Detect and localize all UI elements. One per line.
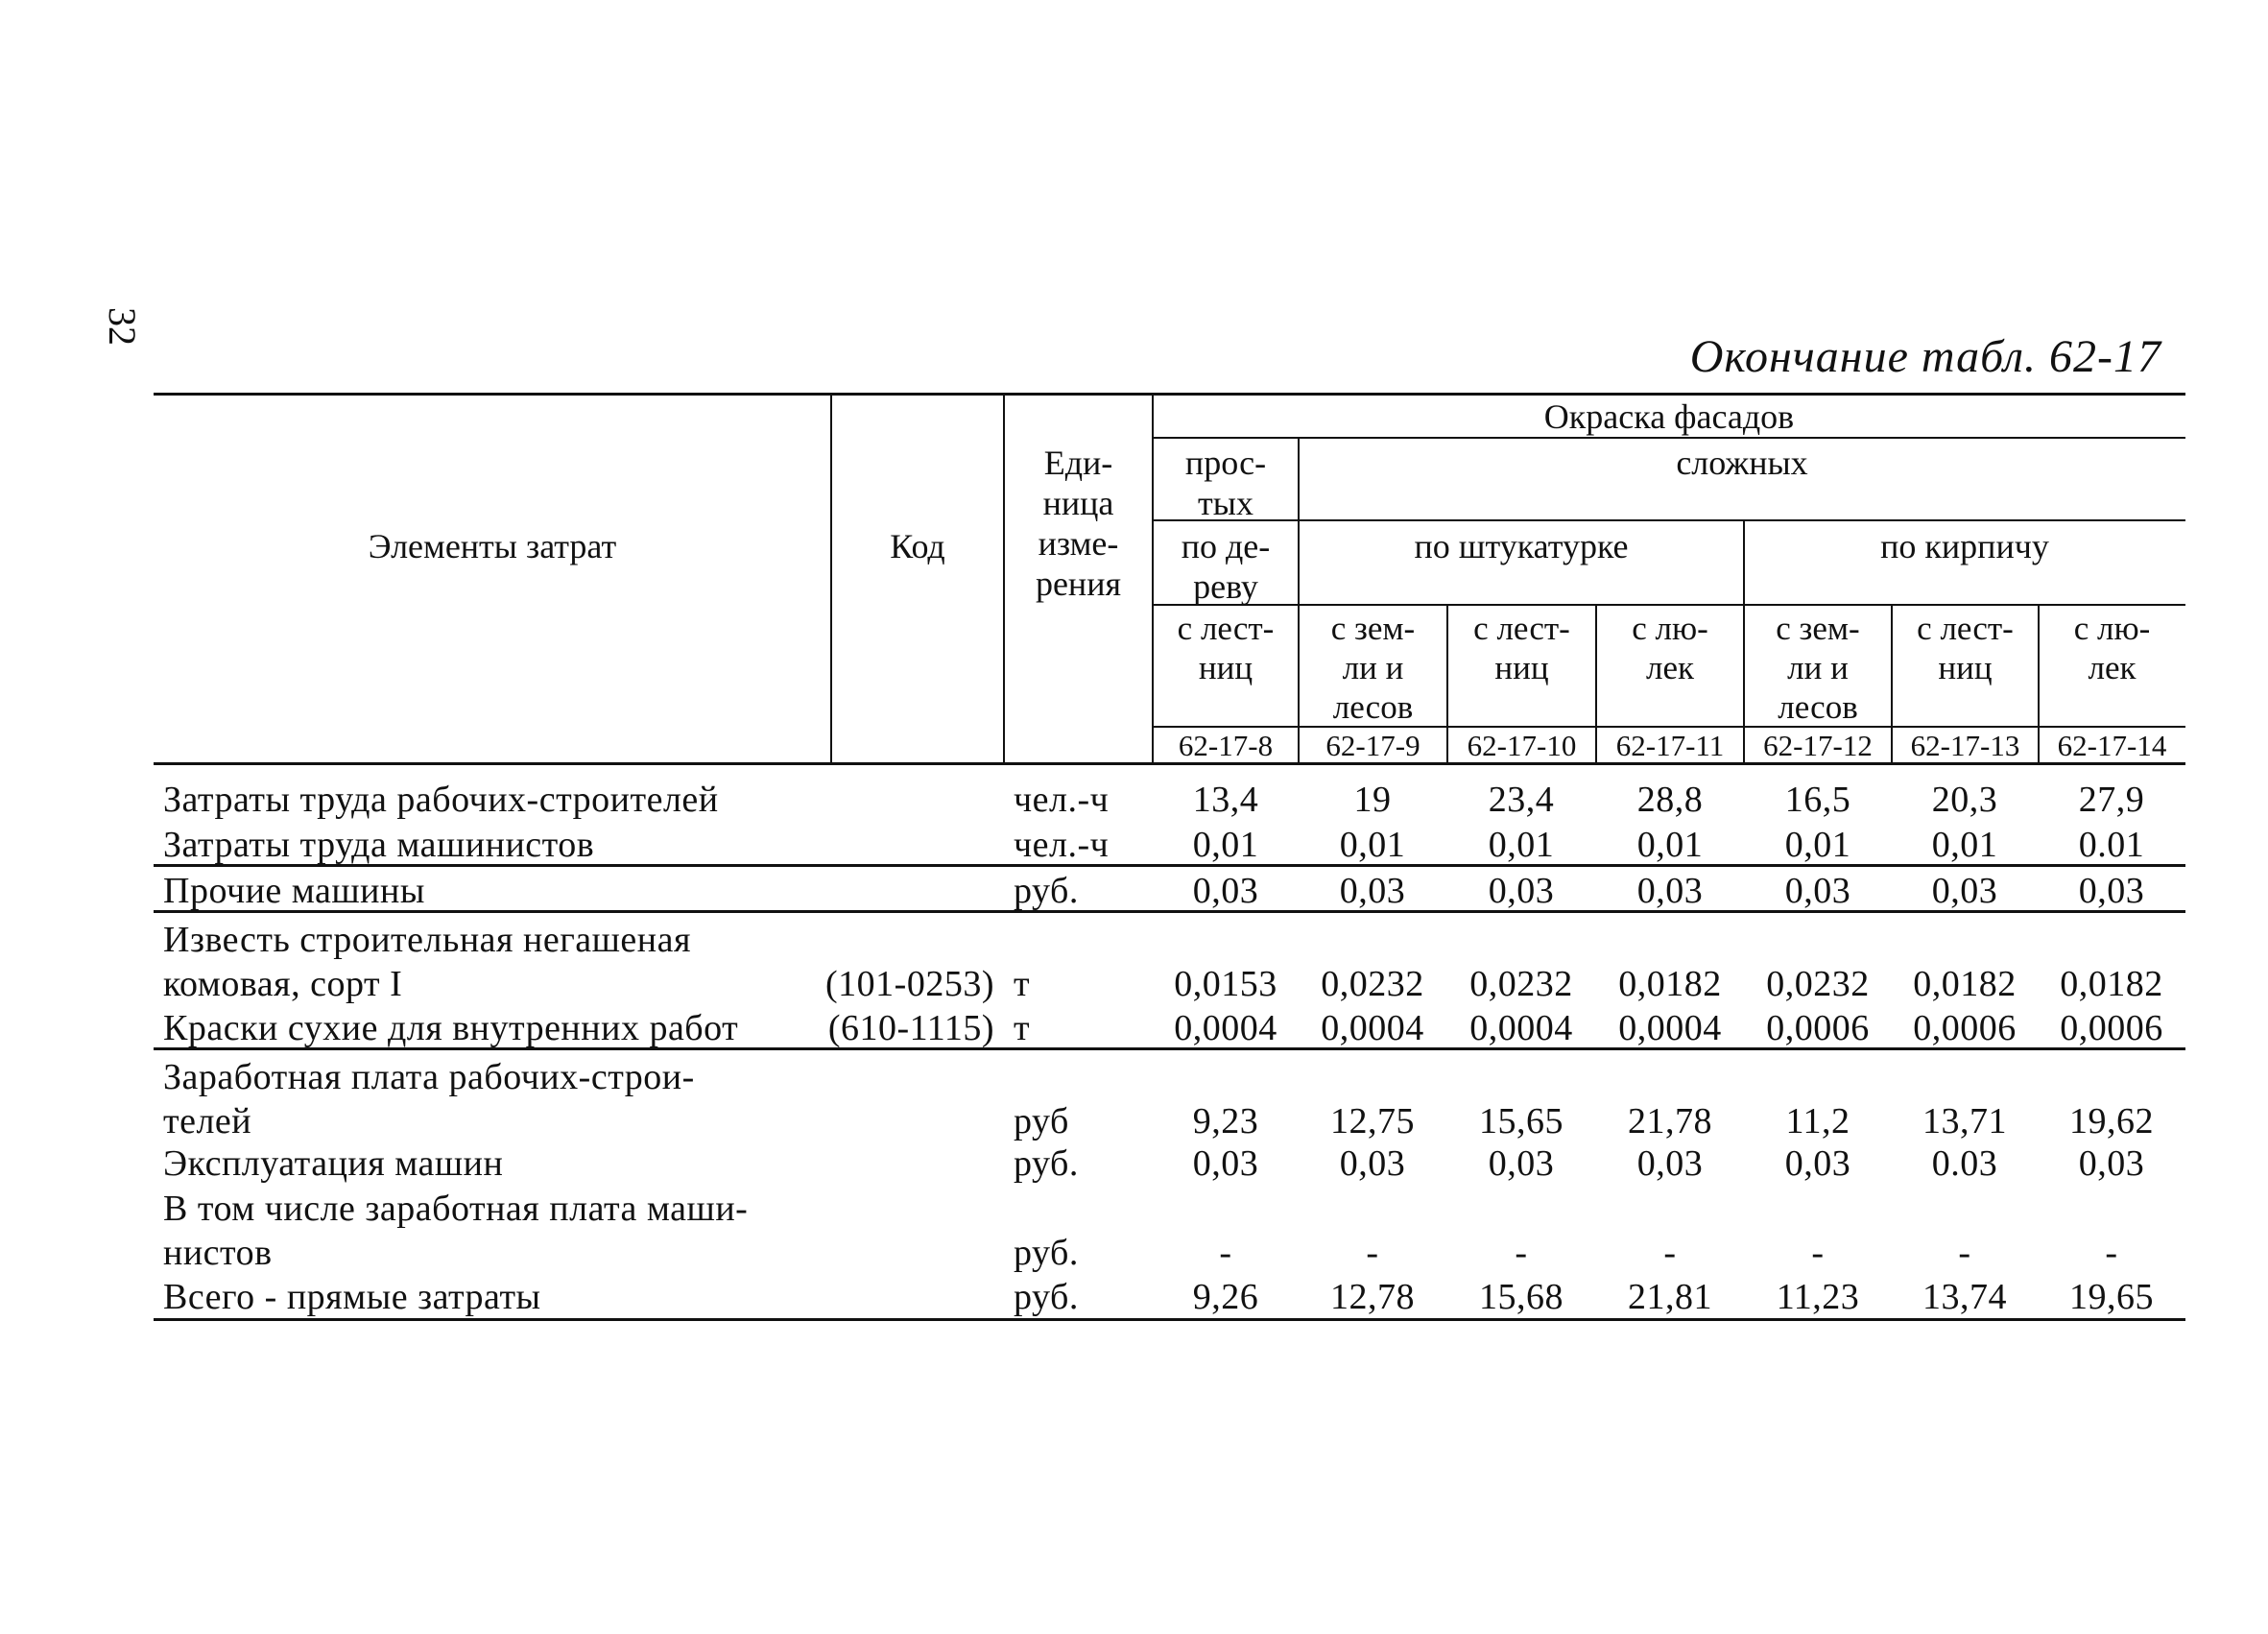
- column-code: 62-17-13: [1910, 729, 2020, 762]
- row-code: (610-1115): [827, 1008, 994, 1048]
- header-sub: с лест- ниц: [1473, 610, 1570, 686]
- table-row: [0, 1275, 2268, 1319]
- column-code: 62-17-10: [1467, 729, 1577, 762]
- table-row: [0, 1006, 2268, 1050]
- row-label: Всего - прямые затраты: [163, 1277, 541, 1317]
- row-unit: руб.: [1014, 1143, 1079, 1184]
- row-value: 13,4: [1192, 780, 1259, 820]
- row-label: Затраты труда машинистов: [163, 825, 595, 865]
- row-code: (101-0253): [825, 964, 994, 1004]
- row-value: 0,03: [1636, 871, 1704, 911]
- row-value: 21,78: [1628, 1101, 1712, 1141]
- row-value: 0,01: [1636, 825, 1704, 865]
- row-value: -: [1219, 1233, 1232, 1273]
- row-unit: т: [1014, 964, 1031, 1004]
- row-value: 0,0006: [1766, 1008, 1870, 1048]
- row-value: 0,03: [2078, 871, 2145, 911]
- row-value: 0,03: [2078, 1143, 2145, 1184]
- header-sub: с лест- ниц: [1917, 610, 2014, 686]
- header-group: Окраска фасадов: [1543, 397, 1795, 436]
- row-value: 23,4: [1488, 780, 1555, 820]
- column-code: 62-17-9: [1325, 729, 1420, 762]
- header-sub: с лю- лек: [2073, 610, 2151, 686]
- table-row: [0, 918, 2268, 1006]
- row-value: -: [1663, 1233, 1677, 1273]
- header-sub: с лест- ниц: [1177, 610, 1275, 686]
- table-row: [0, 869, 2268, 913]
- row-value: 0,0004: [1321, 1008, 1424, 1048]
- row-value: 13,71: [1922, 1101, 2007, 1141]
- row-label: Известь строительная негашеная комовая, сорт I: [163, 920, 691, 1004]
- row-value: 0,0182: [2060, 964, 2163, 1004]
- row-value: 0,01: [1192, 825, 1259, 865]
- table-row: [0, 778, 2268, 822]
- page-number: 32: [101, 307, 144, 346]
- row-value: 0,0153: [1174, 964, 1277, 1004]
- row-unit: руб: [1014, 1101, 1069, 1141]
- row-value: 0,0232: [1469, 964, 1573, 1004]
- row-label: Затраты труда рабочих-строителей: [163, 780, 719, 820]
- row-value: 0,03: [1488, 1143, 1555, 1184]
- row-label: В том числе заработная плата маши- нистов: [163, 1189, 749, 1273]
- row-value: 12,75: [1330, 1101, 1415, 1141]
- table-row: [0, 1141, 2268, 1186]
- table-caption: Окончание табл. 62-17: [1689, 331, 2161, 382]
- column-code: 62-17-14: [2057, 729, 2167, 762]
- row-unit: руб.: [1014, 1277, 1079, 1317]
- row-label: Заработная плата рабочих-строи- телей: [163, 1057, 695, 1141]
- row-value: 19,65: [2069, 1277, 2154, 1317]
- row-value: 0,0004: [1174, 1008, 1277, 1048]
- row-value: 0,0006: [1913, 1008, 2017, 1048]
- row-value: 16,5: [1784, 780, 1851, 820]
- table-row: [0, 1055, 2268, 1143]
- header-sub: с зем- ли и лесов: [1330, 610, 1416, 726]
- row-value: 11,2: [1785, 1101, 1850, 1141]
- row-value: 9,26: [1192, 1277, 1259, 1317]
- row-value: 0,0232: [1321, 964, 1424, 1004]
- header-sub: с лю- лек: [1632, 610, 1708, 686]
- header-brick: по кирпичу: [1880, 527, 2049, 565]
- row-value: 0,03: [1339, 871, 1406, 911]
- row-value: 15,65: [1479, 1101, 1564, 1141]
- row-value: 13,74: [1922, 1277, 2007, 1317]
- header-simple: прос- тых: [1184, 444, 1267, 522]
- row-value: 21,81: [1628, 1277, 1712, 1317]
- row-label: Эксплуатация машин: [163, 1143, 504, 1184]
- row-value: 0,03: [1488, 871, 1555, 911]
- table-row: [0, 1187, 2268, 1275]
- row-unit: чел.-ч: [1014, 825, 1110, 865]
- column-code: 62-17-12: [1763, 729, 1873, 762]
- row-value: 0,01: [1784, 825, 1851, 865]
- row-unit: руб.: [1014, 871, 1079, 911]
- column-code: 62-17-8: [1178, 729, 1274, 762]
- row-value: 11,23: [1776, 1277, 1860, 1317]
- row-unit: чел.-ч: [1014, 780, 1110, 820]
- row-value: 0.03: [1931, 1143, 1998, 1184]
- column-code: 62-17-11: [1615, 729, 1725, 762]
- row-value: 0,01: [1339, 825, 1406, 865]
- header-wood: по де- реву: [1181, 527, 1271, 606]
- row-value: 0,03: [1636, 1143, 1704, 1184]
- header-unit: Еди- ница изме- рения: [1035, 444, 1122, 603]
- header-sub: с зем- ли и лесов: [1776, 610, 1860, 726]
- row-value: 0,03: [1784, 1143, 1851, 1184]
- row-value: 0,0232: [1766, 964, 1870, 1004]
- header-elements: Элементы затрат: [368, 527, 617, 565]
- row-value: 0.01: [2078, 825, 2145, 865]
- row-value: 0,01: [1488, 825, 1555, 865]
- row-value: 0,03: [1931, 871, 1998, 911]
- row-value: 0,0004: [1469, 1008, 1573, 1048]
- row-label: Краски сухие для внутренних работ: [163, 1008, 739, 1048]
- row-unit: руб.: [1014, 1233, 1079, 1273]
- row-value: 0,01: [1931, 825, 1998, 865]
- row-value: -: [1958, 1233, 1971, 1273]
- row-value: 28,8: [1636, 780, 1704, 820]
- header-code: Код: [890, 527, 945, 565]
- row-value: 0,0004: [1618, 1008, 1722, 1048]
- row-value: 0,03: [1339, 1143, 1406, 1184]
- row-value: 0,0006: [2060, 1008, 2163, 1048]
- row-value: 27,9: [2078, 780, 2145, 820]
- row-value: -: [1811, 1233, 1825, 1273]
- row-value: 0,0182: [1913, 964, 2017, 1004]
- row-value: 0,03: [1192, 871, 1259, 911]
- row-value: 0,0182: [1618, 964, 1722, 1004]
- row-value: -: [2105, 1233, 2118, 1273]
- row-value: 19: [1353, 780, 1392, 820]
- row-value: -: [1515, 1233, 1528, 1273]
- row-unit: т: [1014, 1008, 1031, 1048]
- row-value: 19,62: [2069, 1101, 2154, 1141]
- row-value: 15,68: [1479, 1277, 1564, 1317]
- row-value: 20,3: [1931, 780, 1998, 820]
- row-value: 0,03: [1192, 1143, 1259, 1184]
- row-value: 0,03: [1784, 871, 1851, 911]
- header-plaster: по штукатурке: [1414, 527, 1629, 565]
- table-row: [0, 823, 2268, 867]
- row-value: 12,78: [1330, 1277, 1415, 1317]
- header-complex: сложных: [1676, 444, 1808, 482]
- row-value: -: [1366, 1233, 1379, 1273]
- row-label: Прочие машины: [163, 871, 425, 911]
- row-value: 9,23: [1192, 1101, 1259, 1141]
